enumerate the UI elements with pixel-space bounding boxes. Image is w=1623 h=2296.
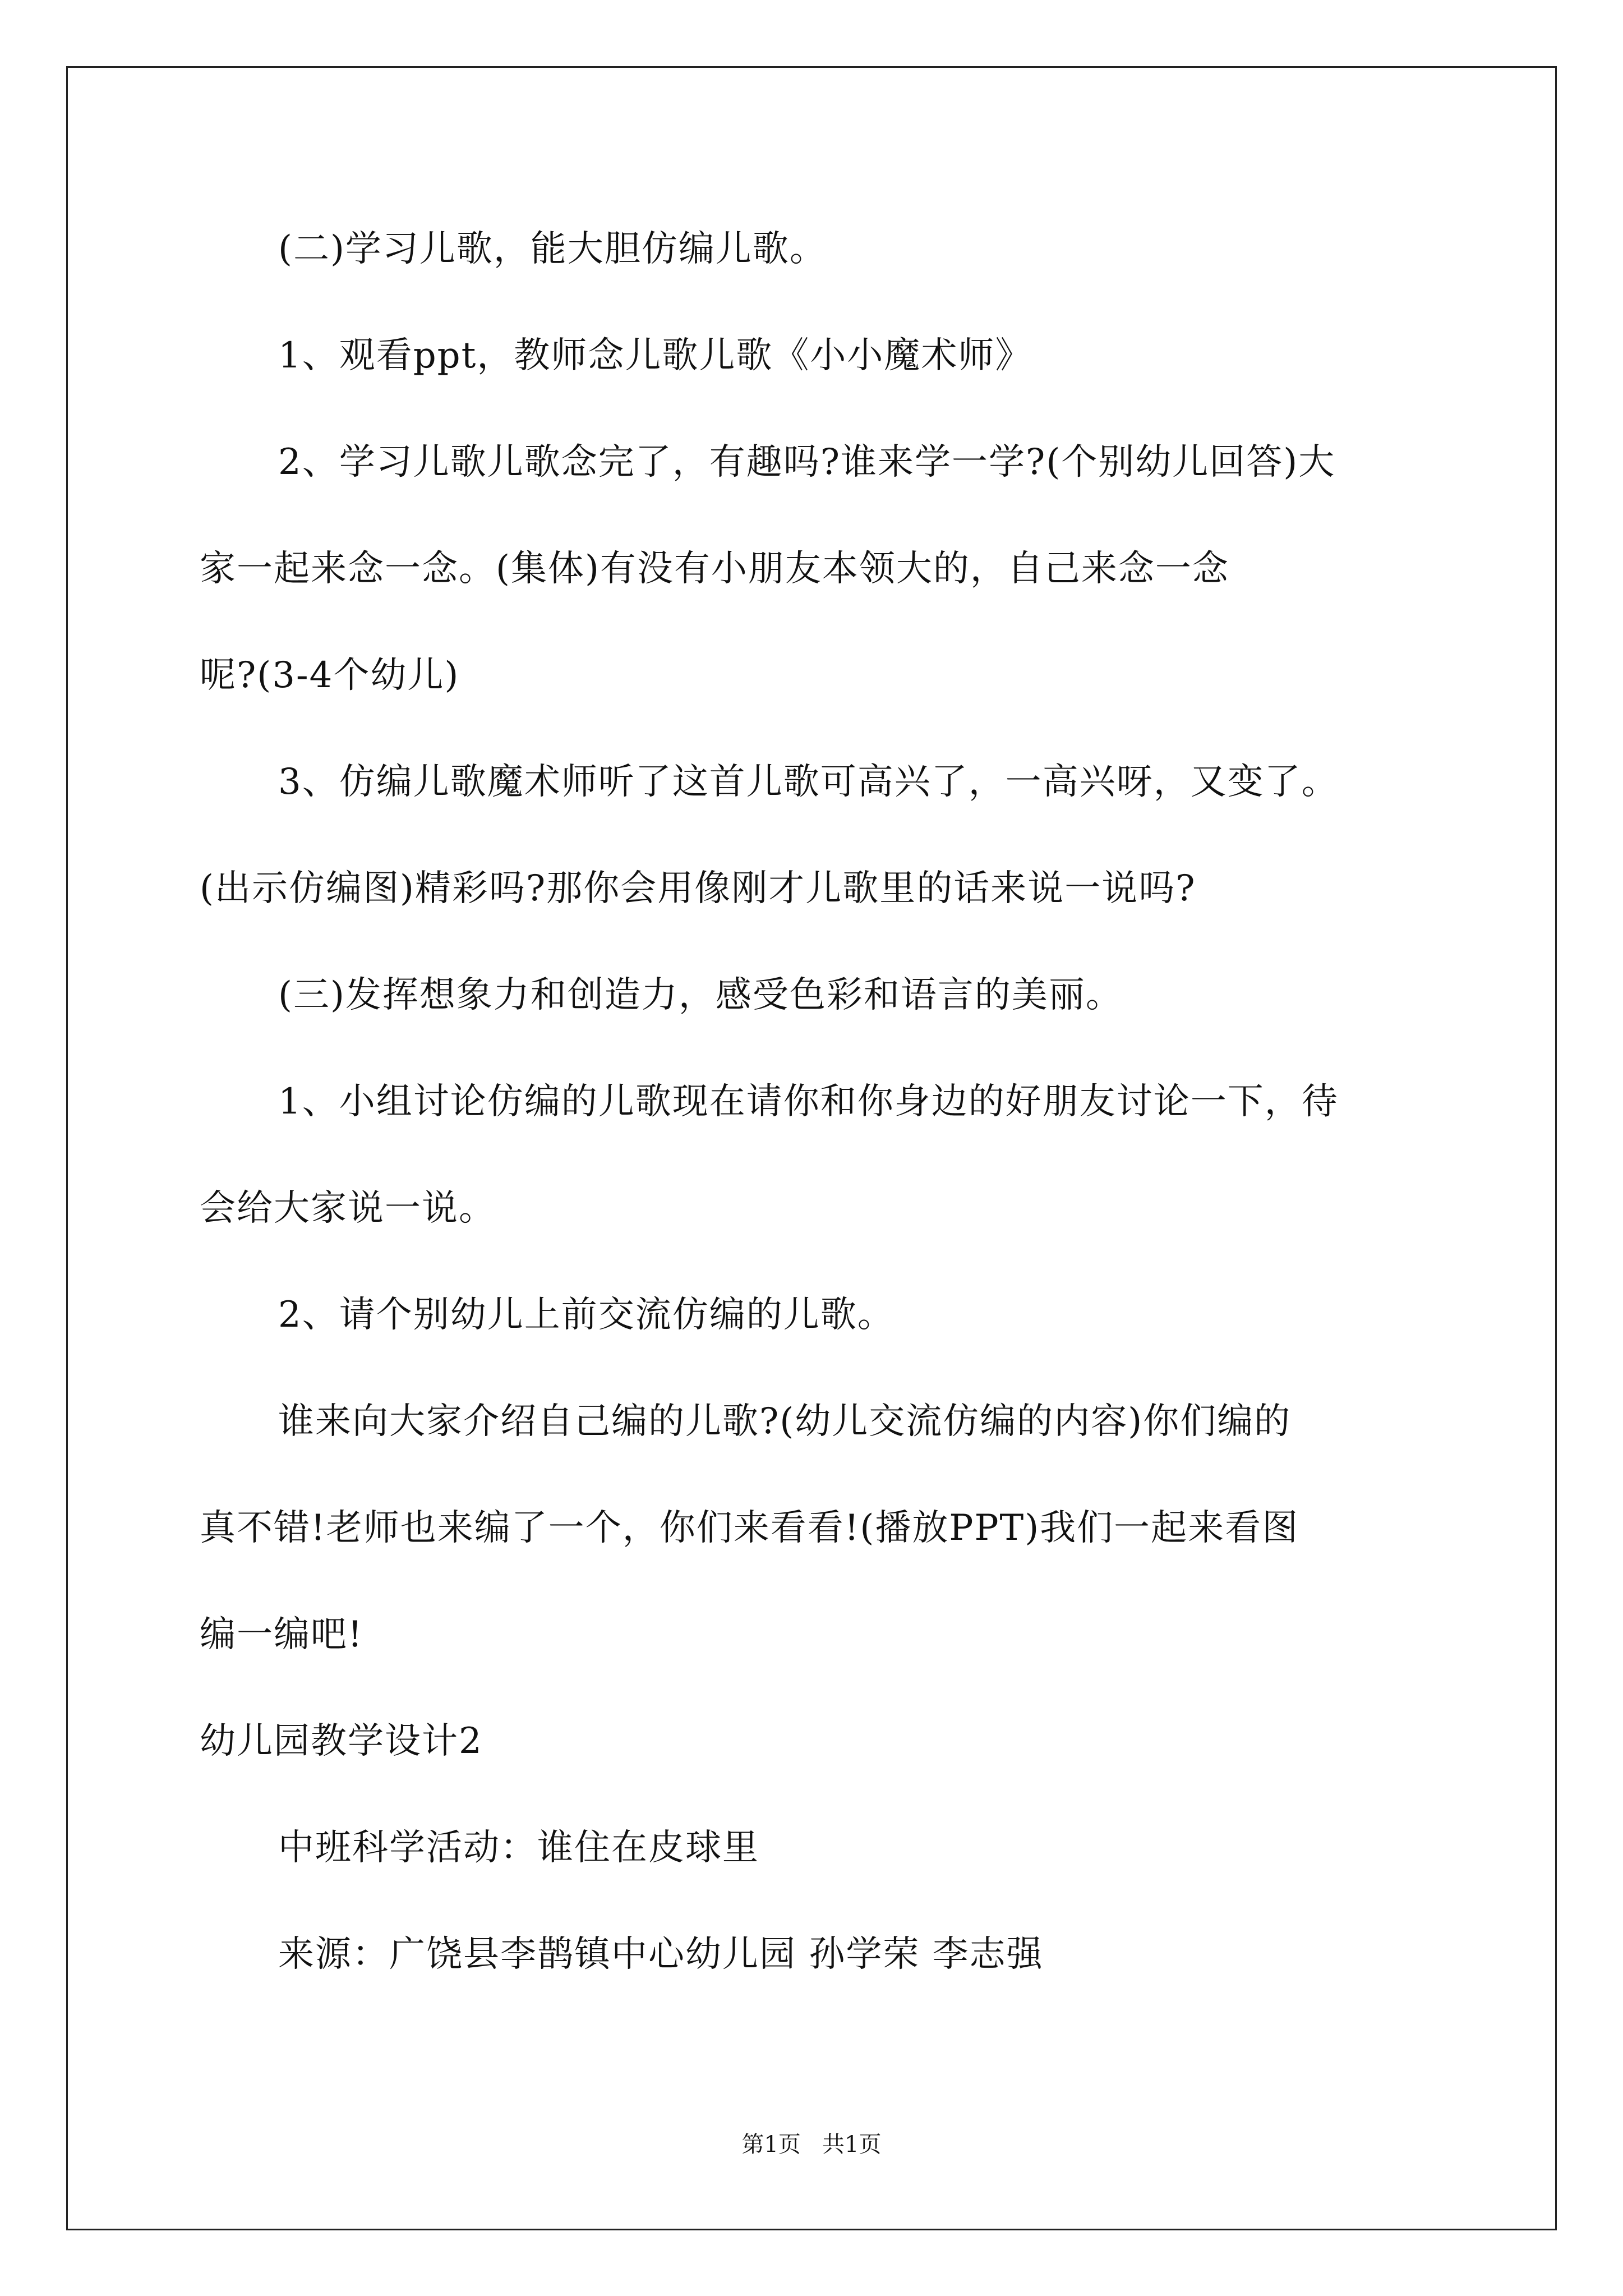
step-learn-song-line-1: 2、学习儿歌儿歌念完了，有趣吗?谁来学一学?(个别幼儿回答)大: [278, 441, 1336, 483]
step-watch-ppt: 1、观看ppt，教师念儿歌儿歌《小小魔术师》: [278, 335, 1032, 376]
step-imitate-line-1: 3、仿编儿歌魔术师听了这首儿歌可高兴了，一高兴呀，又变了。: [278, 761, 1339, 803]
section-heading-three: (三)发挥想象力和创造力，感受色彩和语言的美丽。: [278, 974, 1123, 1016]
step-imitate-line-2: (出示仿编图)精彩吗?那你会用像刚才儿歌里的话来说一说吗?: [200, 868, 1196, 909]
paragraph-introduce-line-3: 编一编吧!: [200, 1614, 363, 1655]
step-learn-song-line-2: 家一起来念一念。(集体)有没有小朋友本领大的，自己来念一念: [200, 548, 1229, 590]
step-share-song: 2、请个别幼儿上前交流仿编的儿歌。: [278, 1294, 895, 1336]
activity-source: 来源：广饶县李鹊镇中心幼儿园 孙学荣 李志强: [278, 1934, 1044, 1975]
step-group-discussion-line-2: 会给大家说一说。: [200, 1188, 496, 1229]
paragraph-introduce-line-2: 真不错!老师也来编了一个，你们来看看!(播放PPT)我们一起来看图: [200, 1507, 1299, 1549]
step-learn-song-line-3: 呢?(3-4个幼儿): [200, 655, 460, 696]
activity-title: 中班科学活动：谁住在皮球里: [278, 1827, 759, 1869]
paragraph-introduce-line-1: 谁来向大家介绍自己编的儿歌?(幼儿交流仿编的内容)你们编的: [278, 1401, 1292, 1442]
page-border: [66, 66, 1557, 2230]
step-group-discussion-line-1: 1、小组讨论仿编的儿歌现在请你和你身边的好朋友讨论一下，待: [278, 1081, 1339, 1122]
page-footer: 第1页 共1页: [741, 2132, 882, 2157]
document-section-title: 幼儿园教学设计2: [200, 1720, 483, 1762]
section-heading-two: (二)学习儿歌，能大胆仿编儿歌。: [278, 228, 827, 270]
